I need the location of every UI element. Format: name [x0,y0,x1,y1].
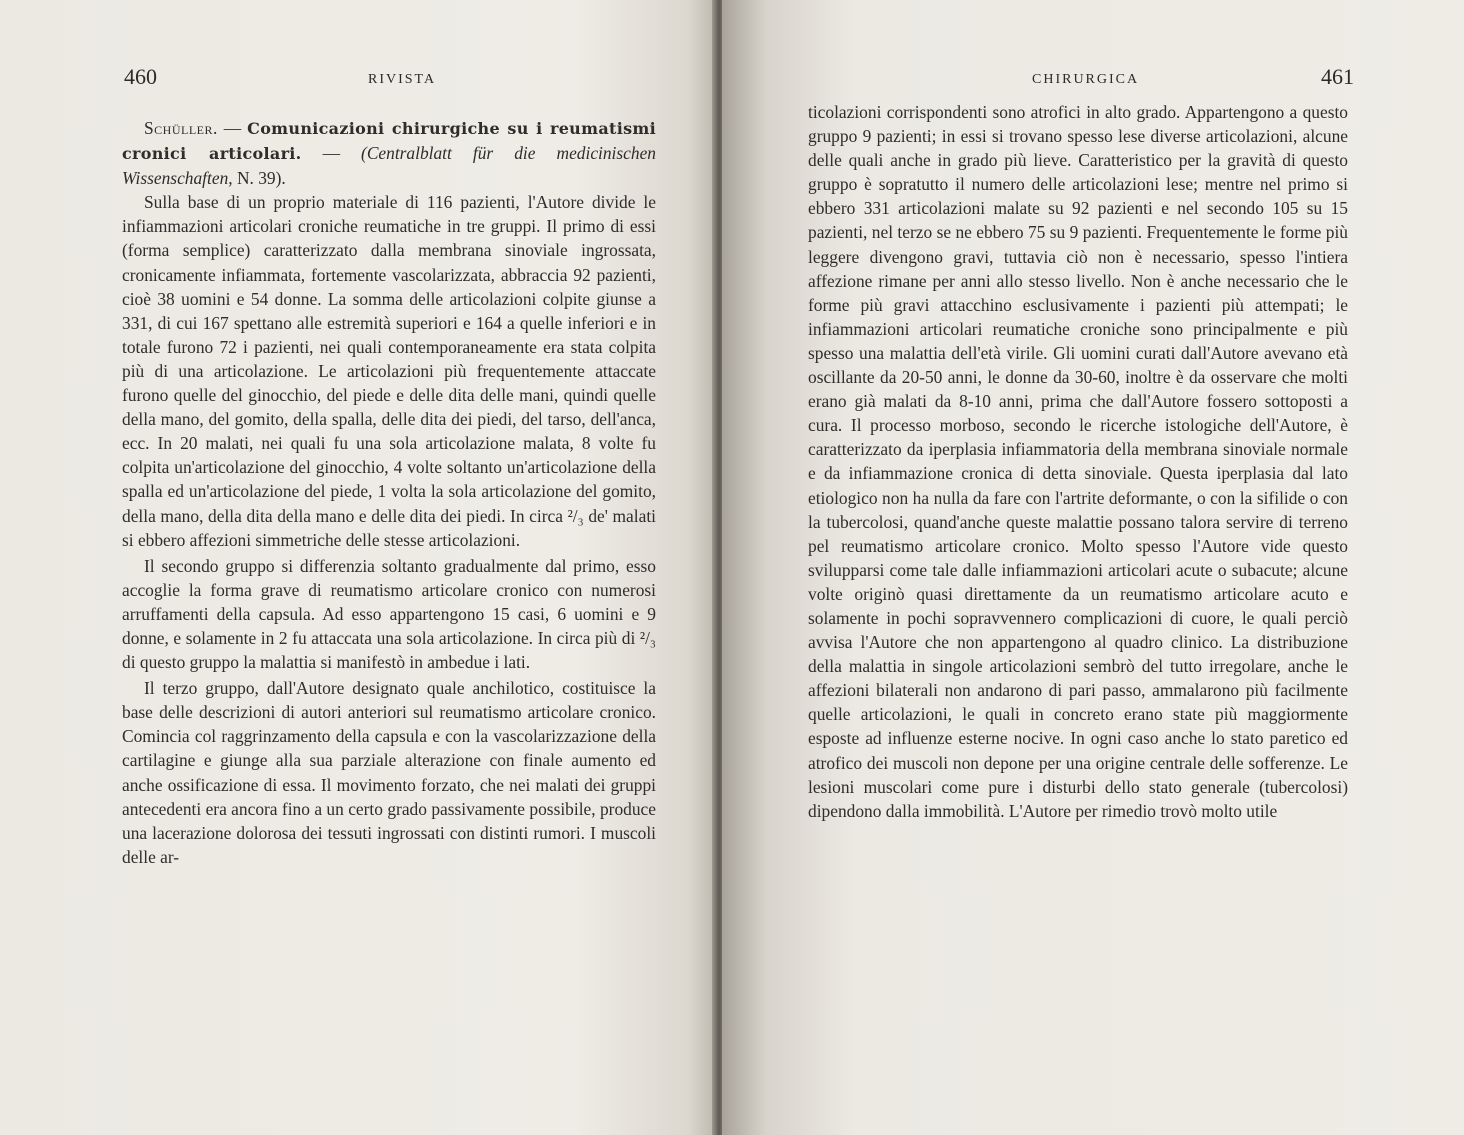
paragraph: Il terzo gruppo, dall'Autore designato quale anchilotico, costituisce la base delle descrizioni di autori anteriori sul reumatismo articolare cronico. Comincia col raggrinzamento della capsula e con la vascolarizzazione della cartilagine e giunge alla sua parziale alterazione con finale aumento ed anche ossificazione di essa. Il movimento forzato, che nei malati dei gruppi antecedenti era ancora fino a un certo grado passivamente possibile, produce una lacerazione dolorosa dei tessuti ingrossati con distinti rumori. I muscoli delle ar- [122,678,656,867]
running-head: CHIRURGICA [1032,72,1140,87]
left-page-text [122,116,656,869]
page-number: 460 [124,64,157,89]
article-source-issue: N. 39). [232,168,286,189]
paragraph: Sulla base di un proprio materiale di 116 pazienti, l'Autore divide le infiammazioni articolari croniche reumatiche in tre gruppi. Il primo di essi (forma semplice) caratterizzato dalla membrana sinoviale ingrossata, cronicamente infiammata, fortemente vascolarizzata, abbraccia 92 pazienti, cioè 38 uomini e 54 donne. La somma delle articolazioni colpite giunse a 331, di cui 167 spettano alle estremità superiori e 164 a quelle inferiori e in totale furono 72 i pazienti, nei quali contemporaneamente era stata colpita più di una articolazione. Le articolazioni più frequentemente attaccate furono quelle del ginocchio, del piede e delle dita delle mani, quindi quelle della mano, del gomito, della spalla, delle dita dei piedi, del tarso, dell'anca, ecc. In 20 malati, nei quali fu una sola articolazione malata, 8 volte fu colpita un'articolazione del ginocchio, 4 volte soltanto un'articolazione della spalla ed un'articolazione del piede, 1 volta la sola articolazione del gomito, della mano, della dita della mano e delle dita dei piedi. In circa ²/₃ de' malati si ebbero affezioni simmetriche delle stesse articolazioni. [122,192,656,550]
article-heading [122,116,656,190]
article-author: Schüller. [144,118,218,138]
source-dash: — [301,143,362,164]
paragraph: Il secondo gruppo si differenzia soltanto gradualmente dal primo, esso accoglie la forma grave di reumatismo articolare cronico con numerosi arruffamenti della capsula. Ad esso appartengono 15 casi, 6 uomini e 9 donne, e solamente in 2 fu attaccata una sola articolazione. In circa più di ²/₃ di questo gruppo la malattia si manifestò in ambedue i lati. [122,555,656,673]
paragraph: ticolazioni corrispondenti sono atrofici in alto grado. Appartengono a questo gruppo 9 pazienti; in essi si trovano spesso lese diverse articolazioni, alcune delle quali anche in grado più lieve. Caratteristico per la gravità di questo gruppo è sopratutto il numero delle articolazioni lese; mentre nel primo si ebbero 331 articolazioni malate su 92 pazienti e nel secondo 105 su 15 pazienti, nel terzo se ne ebbero 75 su 9 pazienti. Frequentemente le forme più leggere divengono gravi, tuttavia ciò non è necessario, spesso l'intiera affezione rimane per anni allo stesso livello. Non è anche necessario che le forme più gravi attacchino esclusivamente i pazienti più attempati; le infiammazioni articolari reumatiche croniche sono principalmente e più spesso una malattia dell'età virile. Gli uomini curati dall'Autore avevano età oscillante da 20-50 anni, le donne da 30-60, inoltre è da osservare che molti erano già malati da 8-10 anni, prima che dall'Autore fossero sottoposti a cura. Il processo morboso, secondo le ricerche istologiche dell'Autore, è caratterizzato da iperplasia infiammatoria della membrana sinoviale normale e da infiammazione cronica di detta sinoviale. Questa iperplasia dal lato etiologico non ha nulla da fare con l'artrite deformante, o con la sifilide o con la tubercolosi, quand'anche queste malattie possano talora servire di terreno pel reumatismo articolare cronico. Molto spesso l'Autore vide questo svilupparsi come tale dalle infiammazioni articolari acute o subacute; alcune volte originò quasi direttamente da un reumatismo articolare acuto e solamente in pochi sopravvennero complicazioni di cuore, le quali perciò avvisa l'Autore che non appartengono al quadro clinico. La distribuzione della malattia in singole articolazioni sembrò del tutto irregolare, anche le affezioni bilaterali non andarono di pari passo, ammalarono più facilmente quelle articolazioni, le quali in concreto erano state più maggiormente esposte ad influenze esterne nocive. In ogni caso anche lo stato paretico ed atrofico dei muscoli non depone per una origine centrale delle sofferenze. Le lesioni muscolari come pure i disturbi dello stato generale (tubercolosi) dipendono dalla immobilità. L'Autore per rimedio trovò molto utile [808,102,1348,821]
page-number: 461 [1321,64,1354,89]
running-head: RIVISTA [368,72,437,87]
left-page [0,0,716,1135]
article-source: (Centralblatt für die medicinischen Wissenschaften, [122,143,656,189]
right-page-header [816,64,1356,94]
heading-dash: — [217,118,248,138]
left-page-header [124,64,644,94]
right-page-text [808,100,1348,823]
right-page [722,0,1464,1135]
article-title: Comunicazioni chirurgiche su i reumatismi cronici articolari. [122,119,656,164]
